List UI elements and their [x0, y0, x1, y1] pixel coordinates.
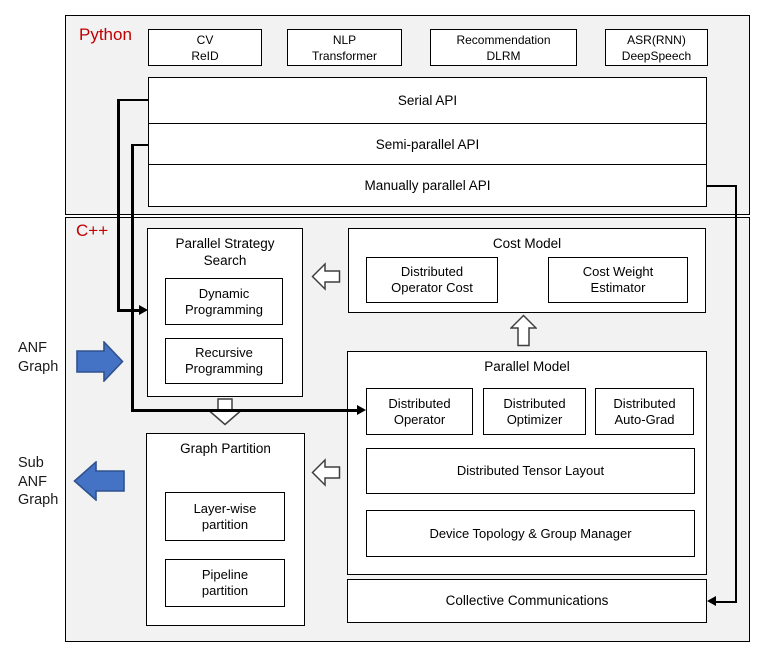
cost-model-title: Cost Model	[492, 236, 562, 251]
anf-graph-label	[18, 339, 58, 376]
serial-api-connector-line	[117, 99, 120, 312]
cost-weight-estimator-box	[548, 257, 688, 303]
api-semi-parallel-label: Semi-parallel API	[375, 136, 480, 152]
semi-parallel-api-connector-line	[131, 409, 358, 412]
layer-wise-partition-label: Layer-wise partition	[193, 500, 257, 532]
device-topology-group-manager-label: Device Topology & Group Manager	[429, 525, 632, 541]
cost-model-to-strategy-arrow-icon	[311, 261, 341, 292]
api-manually-parallel-label: Manually parallel API	[364, 178, 491, 193]
app-box-asr-deepspeech	[605, 29, 708, 66]
parallel-model-to-graph-partition-arrow-icon	[311, 457, 341, 488]
pipeline-partition-label: Pipeline partition	[201, 567, 249, 598]
app-box-recommendation-dlrm	[430, 29, 577, 66]
sub-anf-graph-label-line: Sub	[18, 455, 44, 471]
distributed-operator-label: Distributed Operator	[388, 395, 451, 427]
cost-weight-estimator-label: Cost Weight Estimator	[582, 264, 654, 295]
distributed-operator-cost-box	[366, 257, 498, 303]
app-box-label: DLRM	[486, 48, 521, 63]
api-serial	[149, 78, 706, 123]
app-box-label: DeepSpeech	[621, 48, 692, 63]
app-box-label: NLP	[332, 32, 357, 47]
api-serial-label: Serial API	[397, 93, 458, 108]
recursive-programming-label: Recursive Programming	[184, 345, 264, 376]
app-box-label: ASR(RNN)	[627, 32, 686, 47]
manually-parallel-api-connector-line	[735, 185, 738, 603]
manually-parallel-api-connector-line	[707, 185, 737, 188]
pipeline-partition-box	[165, 559, 285, 607]
dynamic-programming-label: Dynamic Programming	[184, 285, 264, 317]
distributed-auto-grad-label: Distributed Auto-Grad	[613, 395, 676, 427]
distributed-operator-box	[366, 388, 473, 435]
sub-anf-graph-label	[18, 454, 58, 510]
distributed-optimizer-label: Distributed Optimizer	[503, 395, 566, 427]
semi-parallel-api-connector-line	[131, 144, 134, 412]
layer-wise-partition-box	[165, 492, 285, 541]
api-stack	[148, 77, 707, 207]
collective-communications-label: Collective Communications	[445, 593, 609, 608]
anf-graph-input-arrow-icon	[76, 341, 124, 382]
parallel-strategy-search-title: Parallel Strategy Search	[175, 236, 275, 268]
cpp-section-label: C++	[76, 221, 109, 240]
app-box-label: Transformer	[312, 48, 377, 63]
app-box-label: Recommendation	[456, 32, 551, 47]
sub-anf-graph-label-line: Graph	[18, 492, 59, 508]
sub-anf-graph-label-line: ANF	[18, 473, 47, 490]
app-box-label: CV	[196, 32, 214, 47]
manually-parallel-api-connector-line	[716, 601, 737, 604]
serial-api-arrowhead-icon	[139, 305, 148, 315]
device-topology-group-manager-box	[366, 510, 695, 557]
recursive-programming-box	[165, 338, 283, 384]
app-box-nlp-transformer	[287, 29, 402, 66]
semi-parallel-api-arrowhead-icon	[357, 405, 366, 415]
api-manually-parallel	[149, 164, 706, 206]
sub-anf-graph-output-arrow-icon	[73, 461, 125, 501]
serial-api-connector-line	[117, 99, 148, 102]
distributed-tensor-layout-label: Distributed Tensor Layout	[456, 463, 605, 478]
parallel-model-to-cost-model-arrow-icon	[510, 314, 537, 347]
strategy-to-graph-partition-arrow-icon	[208, 398, 242, 426]
app-box-label: ReID	[191, 48, 219, 63]
collective-communications-box	[347, 579, 707, 623]
app-box-cv-reid	[148, 29, 262, 66]
serial-api-connector-line	[117, 309, 140, 312]
graph-partition-title: Graph Partition	[180, 441, 271, 456]
distributed-operator-cost-label: Distributed Operator Cost	[391, 264, 473, 295]
python-section-label: Python	[79, 25, 132, 44]
manually-parallel-api-arrowhead-icon	[707, 596, 716, 606]
anf-graph-label-line: ANF	[18, 340, 47, 356]
distributed-optimizer-box	[483, 388, 586, 435]
parallel-model-title: Parallel Model	[484, 359, 570, 374]
anf-graph-label-line: Graph	[18, 358, 59, 375]
distributed-tensor-layout-box	[366, 448, 695, 494]
distributed-auto-grad-box	[595, 388, 694, 435]
api-semi-parallel	[149, 123, 706, 164]
dynamic-programming-box	[165, 278, 283, 325]
